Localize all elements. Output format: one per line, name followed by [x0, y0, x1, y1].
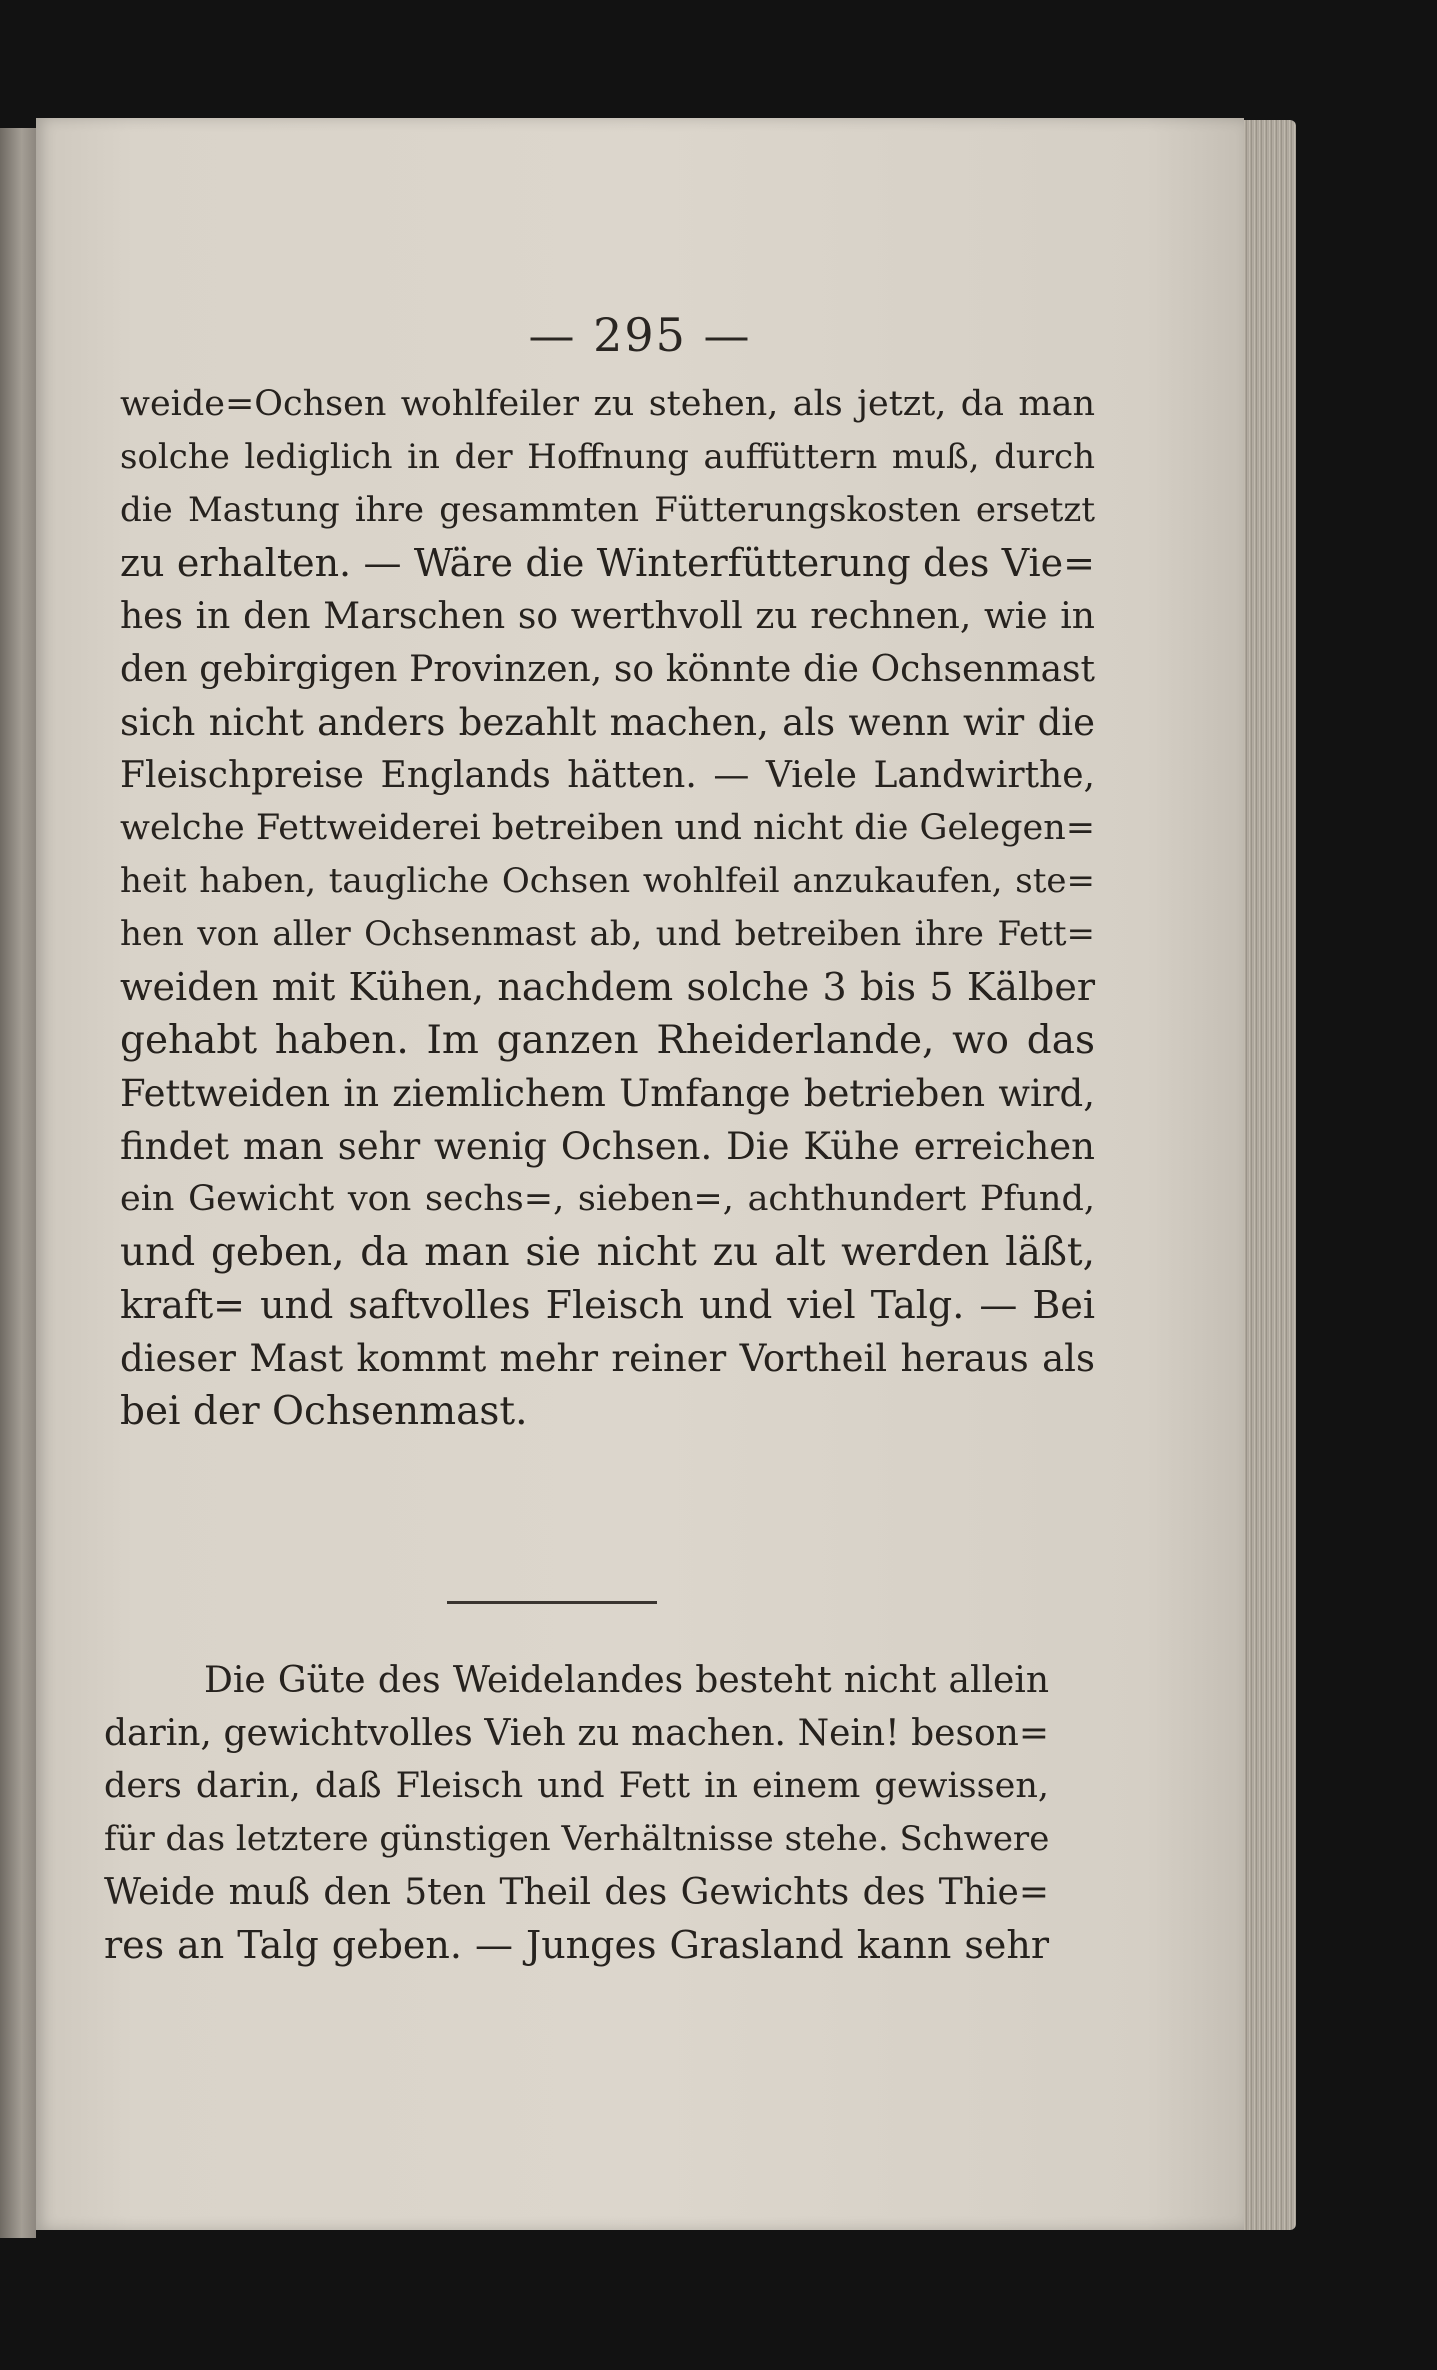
page-number: — 295 —: [528, 308, 752, 362]
text-line: bei der Ochsenmast.: [120, 1389, 528, 1434]
text-line: res an Talg geben. — Junges Grasland kann sehr: [104, 1923, 1049, 1967]
text-line: hen von aller Ochsenmast ab, und betreiben ihre Fett=: [120, 914, 1095, 954]
text-line: den gebirgigen Provinzen, so könnte die Ochsenmast: [120, 649, 1095, 690]
text-line: solche lediglich in der Hoffnung auffüttern muß, durch: [120, 437, 1095, 477]
text-line: weiden mit Kühen, nachdem solche 3 bis 5 Kälber: [120, 965, 1095, 1009]
text-line: hes in den Marschen so werthvoll zu rechnen, wie in: [120, 596, 1095, 637]
text-line: weide=Ochsen wohlfeiler zu stehen, als jetzt, da man: [120, 384, 1095, 424]
text-line: die Mastung ihre gesammten Fütterungskosten ersetzt: [120, 490, 1095, 530]
text-line: Weide muß den 5ten Theil des Gewichts des Thie=: [104, 1872, 1049, 1913]
text-line: sich nicht anders bezahlt machen, als wenn wir die: [120, 701, 1095, 744]
text-line: und geben, da man sie nicht zu alt werden läßt,: [120, 1230, 1095, 1275]
paragraph-1: [120, 378, 1095, 1438]
text-line: für das letztere günstigen Verhältnisse stehe. Schwere: [104, 1819, 1050, 1859]
paragraph-2: [104, 1654, 1049, 1972]
text-line: Fettweiden in ziemlichem Umfange betrieben wird,: [120, 1072, 1095, 1115]
left-page-edge: [0, 128, 36, 2238]
text-line: heit haben, taugliche Ochsen wohlfeil anzukaufen, ste=: [120, 861, 1095, 901]
text-line: ein Gewicht von sechs=, sieben=, achthundert Pfund,: [120, 1179, 1095, 1219]
text-line: Die Güte des Weidelandes besteht nicht allein: [204, 1660, 1049, 1701]
text-line: welche Fettweiderei betreiben und nicht die Gelegen=: [120, 808, 1096, 848]
text-line: ders darin, daß Fleisch und Fett in einem gewissen,: [104, 1766, 1049, 1806]
text-line: findet man sehr wenig Ochsen. Die Kühe erreichen: [120, 1125, 1095, 1168]
text-line: Fleischpreise Englands hätten. — Viele Landwirthe,: [120, 755, 1095, 796]
text-line: dieser Mast kommt mehr reiner Vortheil heraus als: [120, 1337, 1095, 1380]
text-line: darin, gewichtvolles Vieh zu machen. Nein! beson=: [104, 1713, 1049, 1754]
text-line: zu erhalten. — Wäre die Winterfütterung des Vie=: [120, 541, 1095, 585]
section-separator: [447, 1601, 657, 1604]
text-line: gehabt haben. Im ganzen Rheiderlande, wo das: [120, 1018, 1095, 1063]
text-line: kraft= und saftvolles Fleisch und viel Talg. — Bei: [120, 1283, 1095, 1327]
page-edges: [1238, 120, 1296, 2230]
